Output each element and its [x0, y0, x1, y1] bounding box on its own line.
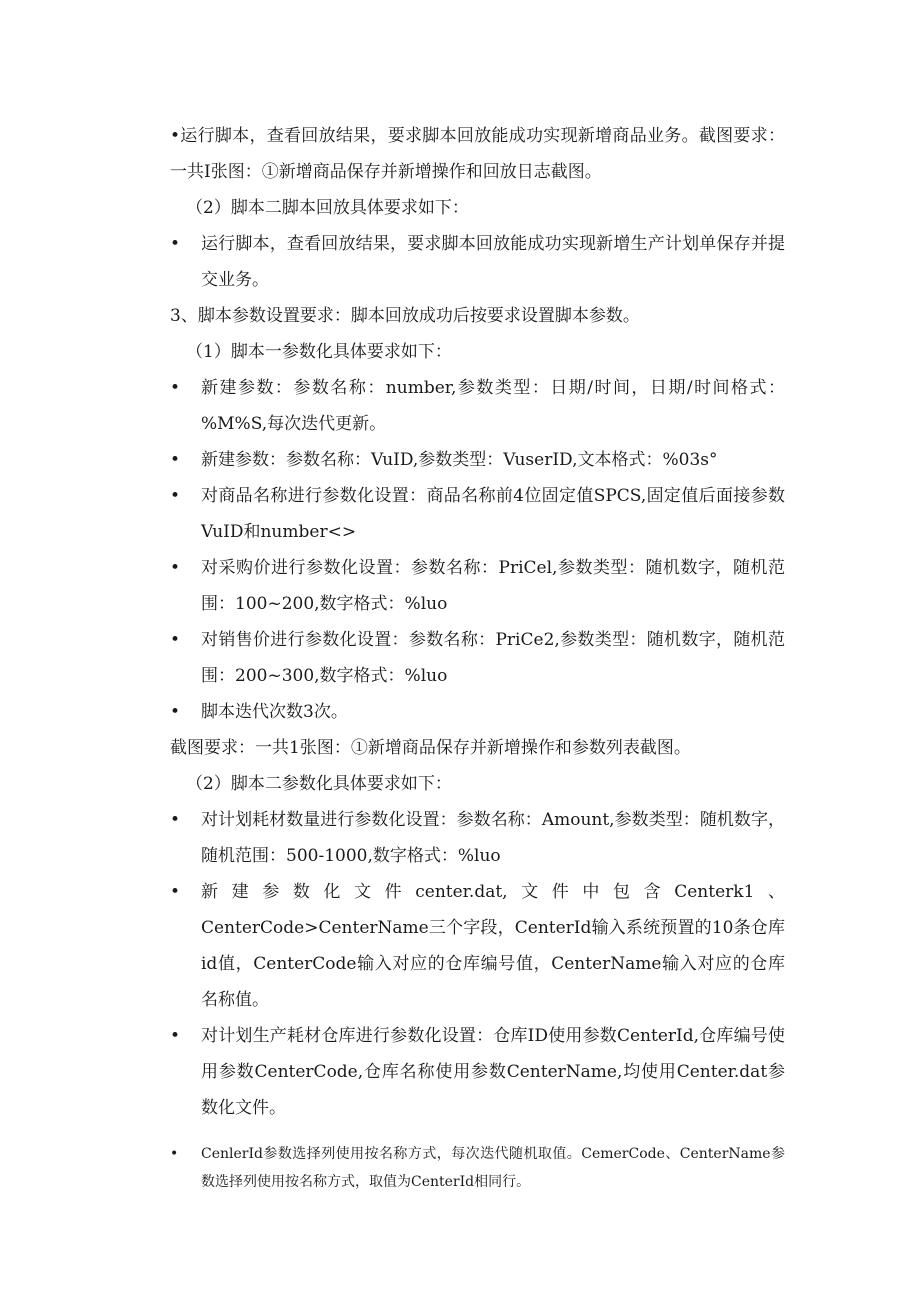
list-item-text: 新建参数：参数名称：number,参数类型：日期/时间，日期/时间格式：%M%S,每次迭代更新。	[201, 378, 785, 434]
bullet-dot: •	[170, 558, 181, 578]
list-item-text: 对商品名称进行参数化设置：商品名称前4位固定值SPCS,固定值后面接参数VuID和number<>	[201, 486, 785, 542]
bullet-dot: •	[170, 234, 181, 254]
bullet-dot: •	[170, 702, 181, 722]
list-item	[170, 1018, 785, 1126]
script1-param-heading: （1）脚本一参数化具体要求如下：	[186, 342, 452, 362]
list-item	[170, 1140, 785, 1196]
bullet-dot: •	[170, 1026, 181, 1046]
bullet-dot: •	[170, 810, 181, 830]
bullet-dot: •	[170, 378, 181, 398]
list-item-text: 对计划生产耗材仓库进行参数化设置：仓库ID使用参数CenterId,仓库编号使用参数CenterCode,仓库名称使用参数CenterName,均使用Center.dat参数化文件。	[201, 1026, 785, 1118]
script1-screenshot-requirement: 截图要求：一共1张图：①新增商品保存并新增操作和参数列表截图。	[170, 738, 691, 758]
list-item-text: 新建参数：参数名称：VuID,参数类型：VuserID,文本格式：%03s°	[201, 450, 718, 470]
bullet-dot: •	[170, 486, 181, 506]
list-item	[170, 370, 785, 442]
intro-bullet-text: •运行脚本，查看回放结果，要求脚本回放能成功实现新增商品业务。截图要求：一共I张图：①新增商品保存并新增操作和回放日志截图。	[170, 126, 785, 182]
script2-param-heading: （2）脚本二参数化具体要求如下：	[186, 774, 452, 794]
list-item	[170, 550, 785, 622]
list-item-text: 对计划耗材数量进行参数化设置：参数名称：Amount,参数类型：随机数字，随机范围：500-1000,数字格式：%luo	[201, 810, 785, 866]
list-item	[170, 478, 785, 550]
list-item-text: 新建参数化文件center.dat,文件中包含Centerk1、CenterCode>CenterName三个字段，CenterId输入系统预置的10条仓库id值，CenterCode输入对应的仓库编号值，CenterName输入对应的仓库名称值。	[201, 882, 785, 1010]
list-item-text: 对销售价进行参数化设置：参数名称：PriCe2,参数类型：随机数字，随机范围：200~300,数字格式：%luo	[201, 630, 785, 686]
list-item	[170, 694, 785, 730]
list-item-text: 对采购价进行参数化设置：参数名称：PriCel,参数类型：随机数字，随机范围：100~200,数字格式：%luo	[201, 558, 785, 614]
list-item	[170, 226, 785, 298]
bullet-dot: •	[170, 882, 181, 902]
bullet-dot: •	[170, 450, 181, 470]
list-item	[170, 874, 785, 1018]
document-body	[170, 118, 785, 1196]
list-item-text: 运行脚本，查看回放结果，要求脚本回放能成功实现新增生产计划单保存并提交业务。	[201, 234, 785, 290]
section3-heading: 3、脚本参数设置要求：脚本回放成功后按要求设置脚本参数。	[170, 306, 640, 326]
list-item-text: CenlerId参数选择列使用按名称方式，每次迭代随机取值。CemerCode、CenterName参数选择列使用按名称方式，取值为CenterId相同行。	[201, 1146, 785, 1190]
list-item	[170, 442, 785, 478]
bullet-dot: •	[170, 1146, 179, 1162]
list-item	[170, 622, 785, 694]
script2-replay-heading: （2）脚本二脚本回放具体要求如下：	[186, 198, 469, 218]
list-item	[170, 802, 785, 874]
list-item-text: 脚本迭代次数3次。	[201, 702, 348, 722]
bullet-dot: •	[170, 630, 181, 650]
